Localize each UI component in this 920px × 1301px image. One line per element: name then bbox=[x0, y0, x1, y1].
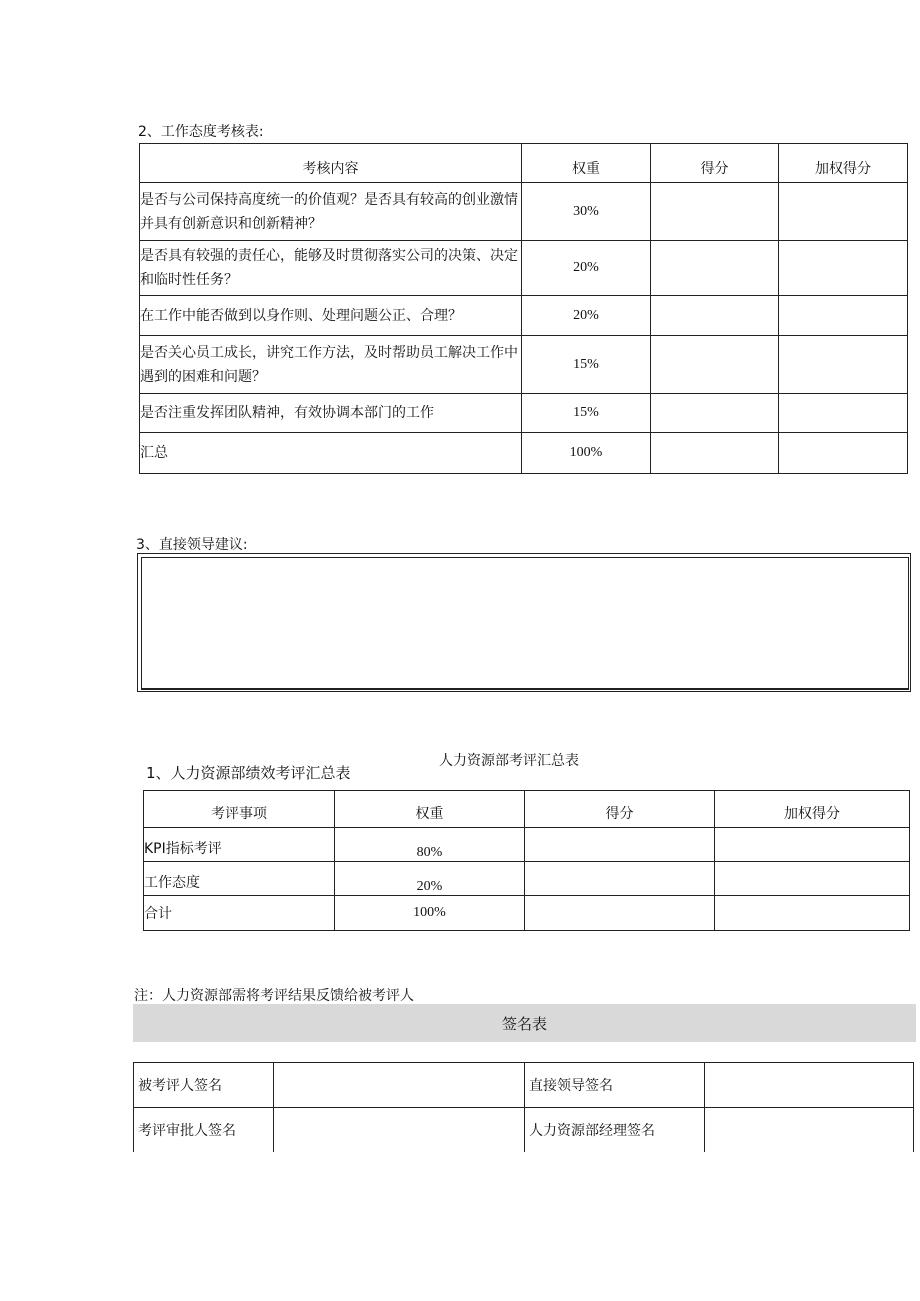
score-cell[interactable] bbox=[651, 394, 779, 433]
weight-value: 20% bbox=[335, 862, 525, 896]
total-weighted-score-cell[interactable] bbox=[779, 433, 908, 474]
weight-value: 15% bbox=[522, 394, 651, 433]
table-row bbox=[144, 862, 910, 896]
header-weighted-score: 加权得分 bbox=[779, 144, 908, 183]
header-weight: 权重 bbox=[522, 144, 651, 183]
table-row-total bbox=[144, 896, 910, 931]
score-cell[interactable] bbox=[525, 896, 715, 931]
summary-section-title: 1、人力资源部绩效考评汇总表 bbox=[146, 764, 351, 782]
weighted-score-cell[interactable] bbox=[779, 183, 908, 241]
header-score: 得分 bbox=[651, 144, 779, 183]
supervisor-signature-field[interactable] bbox=[705, 1063, 914, 1108]
signature-banner: 签名表 bbox=[133, 1004, 916, 1042]
header-weighted-score: 加权得分 bbox=[715, 791, 910, 828]
advice-section-title: 3、直接领导建议: bbox=[136, 537, 248, 553]
table-header-row bbox=[140, 144, 908, 183]
summary-table bbox=[143, 790, 910, 931]
signature-table bbox=[133, 1062, 914, 1153]
item-label: KPI指标考评 bbox=[144, 828, 335, 862]
table-row bbox=[140, 183, 908, 241]
weighted-score-cell[interactable] bbox=[715, 896, 910, 931]
table-header-row bbox=[144, 791, 910, 828]
table-row bbox=[140, 296, 908, 336]
approver-signature-label: 考评审批人签名 bbox=[134, 1108, 274, 1153]
approver-signature-field[interactable] bbox=[274, 1108, 525, 1153]
criteria-text: 是否注重发挥团队精神，有效协调本部门的工作 bbox=[140, 394, 522, 433]
header-score: 得分 bbox=[525, 791, 715, 828]
weighted-score-cell[interactable] bbox=[715, 828, 910, 862]
table-row bbox=[144, 828, 910, 862]
score-cell[interactable] bbox=[651, 336, 779, 394]
hr-manager-signature-label: 人力资源部经理签名 bbox=[525, 1108, 705, 1153]
score-cell[interactable] bbox=[525, 862, 715, 896]
signature-row bbox=[134, 1108, 914, 1153]
summary-caption: 人力资源部考评汇总表 bbox=[439, 753, 579, 769]
header-weight: 权重 bbox=[335, 791, 525, 828]
supervisor-signature-label: 直接领导签名 bbox=[525, 1063, 705, 1108]
criteria-text: 是否关心员工成长，讲究工作方法，及时帮助员工解决工作中遇到的困难和问题？ bbox=[140, 336, 522, 394]
hr-manager-signature-field[interactable] bbox=[705, 1108, 914, 1153]
weight-value: 80% bbox=[335, 828, 525, 862]
table-edge-mask bbox=[133, 1152, 918, 1156]
advice-inner-frame bbox=[141, 557, 909, 690]
criteria-text: 是否具有较强的责任心，能够及时贯彻落实公司的决策、决定和临时性任务？ bbox=[140, 241, 522, 296]
weighted-score-cell[interactable] bbox=[779, 296, 908, 336]
evaluatee-signature-field[interactable] bbox=[274, 1063, 525, 1108]
score-cell[interactable] bbox=[651, 241, 779, 296]
weighted-score-cell[interactable] bbox=[715, 862, 910, 896]
header-item: 考评事项 bbox=[144, 791, 335, 828]
item-label: 合计 bbox=[144, 896, 335, 931]
weighted-score-cell[interactable] bbox=[779, 336, 908, 394]
total-weight: 100% bbox=[522, 433, 651, 474]
total-score-cell[interactable] bbox=[651, 433, 779, 474]
header-content: 考核内容 bbox=[140, 144, 522, 183]
table-row-total bbox=[140, 433, 908, 474]
criteria-text: 在工作中能否做到以身作则、处理问题公正、合理？ bbox=[140, 296, 522, 336]
weight-value: 30% bbox=[522, 183, 651, 241]
table-row bbox=[140, 336, 908, 394]
weighted-score-cell[interactable] bbox=[779, 394, 908, 433]
score-cell[interactable] bbox=[651, 183, 779, 241]
weight-value: 15% bbox=[522, 336, 651, 394]
feedback-note: 注：人力资源部需将考评结果反馈给被考评人 bbox=[134, 988, 414, 1004]
attitude-table bbox=[139, 143, 908, 474]
attitude-section-title: 2、工作态度考核表: bbox=[138, 124, 264, 140]
table-row bbox=[140, 394, 908, 433]
weighted-score-cell[interactable] bbox=[779, 241, 908, 296]
item-label: 工作态度 bbox=[144, 862, 335, 896]
criteria-text: 是否与公司保持高度统一的价值观？是否具有较高的创业激情并具有创新意识和创新精神？ bbox=[140, 183, 522, 241]
score-cell[interactable] bbox=[651, 296, 779, 336]
total-label: 汇总 bbox=[140, 433, 522, 474]
weight-value: 20% bbox=[522, 296, 651, 336]
weight-value: 100% bbox=[335, 896, 525, 931]
evaluatee-signature-label: 被考评人签名 bbox=[134, 1063, 274, 1108]
weight-value: 20% bbox=[522, 241, 651, 296]
score-cell[interactable] bbox=[525, 828, 715, 862]
table-row bbox=[140, 241, 908, 296]
signature-row bbox=[134, 1063, 914, 1108]
